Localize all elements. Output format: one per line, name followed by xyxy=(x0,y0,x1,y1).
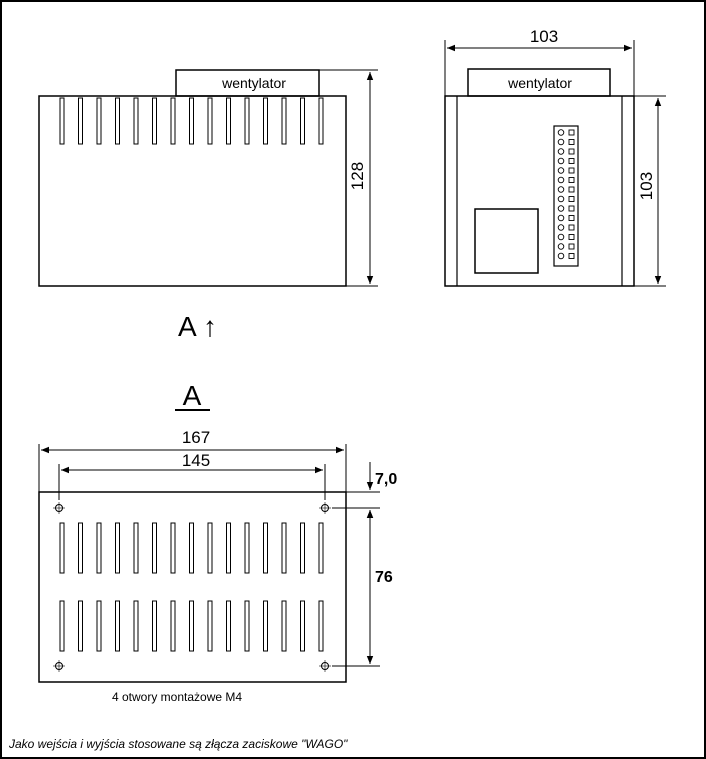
terminal-screw xyxy=(558,234,564,240)
vent-slot xyxy=(264,98,268,144)
vent-slot xyxy=(79,523,83,573)
bottom-view xyxy=(39,380,397,704)
vent-slot xyxy=(134,523,138,573)
vent-slot xyxy=(208,523,212,573)
vent-slot xyxy=(79,601,83,651)
vent-slot xyxy=(171,601,175,651)
bottom-view-vent-slots-top xyxy=(60,523,323,573)
footer-note: Jako wejścia i wyjścia stosowane są złącza zaciskowe "WAGO" xyxy=(9,737,348,751)
terminal-screw xyxy=(558,187,564,193)
vent-slot xyxy=(319,523,323,573)
vent-slot xyxy=(245,98,249,144)
bottom-view-vent-slots-bottom xyxy=(60,601,323,651)
vent-slot xyxy=(227,523,231,573)
terminal-screw xyxy=(558,244,564,250)
side-view-body xyxy=(39,96,346,286)
vent-slot xyxy=(245,523,249,573)
terminal-slot xyxy=(569,235,574,240)
terminal-screw xyxy=(558,139,564,145)
vent-slot xyxy=(227,601,231,651)
offset-dim: 7,0 xyxy=(375,471,398,488)
vent-slot xyxy=(60,98,64,144)
outer-width-dim: 167 xyxy=(181,428,211,447)
vent-slot xyxy=(116,98,120,144)
terminal-slot xyxy=(569,216,574,221)
view-marker-arrow: ↑ xyxy=(203,311,217,342)
vent-slot xyxy=(116,601,120,651)
terminal-slot xyxy=(569,140,574,145)
terminal-slot xyxy=(569,130,574,135)
vent-slot xyxy=(282,523,286,573)
front-view xyxy=(445,27,666,286)
vent-slot xyxy=(153,523,157,573)
vent-slot xyxy=(190,523,194,573)
vent-slot xyxy=(319,98,323,144)
terminal-slot xyxy=(569,178,574,183)
terminal-screw xyxy=(558,130,564,136)
vent-slot xyxy=(97,601,101,651)
terminal-slot xyxy=(569,149,574,154)
terminal-screw xyxy=(558,215,564,221)
mounting-holes xyxy=(53,502,331,672)
side-view-height-dim: 128 xyxy=(348,161,367,191)
terminal-slot xyxy=(569,225,574,230)
terminal-screw xyxy=(558,149,564,155)
section-label: A xyxy=(182,380,202,411)
vent-slot xyxy=(301,601,305,651)
terminal-screw xyxy=(558,196,564,202)
vent-slot xyxy=(301,523,305,573)
terminal-slot xyxy=(569,159,574,164)
terminal-screw xyxy=(558,225,564,231)
vent-slot xyxy=(190,98,194,144)
terminal-screw xyxy=(558,177,564,183)
front-view-width-dim: 103 xyxy=(529,27,559,46)
front-view-height-dim: 103 xyxy=(637,171,656,201)
vent-slot xyxy=(60,523,64,573)
wago-terminal-block xyxy=(554,126,578,266)
side-view-vent-slots xyxy=(60,98,323,144)
vent-slot xyxy=(264,523,268,573)
front-view-body xyxy=(445,96,634,286)
terminal-slot xyxy=(569,254,574,259)
vent-slot xyxy=(116,523,120,573)
mounting-holes-caption: 4 otwory montażowe M4 xyxy=(112,690,243,704)
terminal-slot xyxy=(569,168,574,173)
hole-vertical-dim: 76 xyxy=(375,569,393,586)
terminal-slot xyxy=(569,244,574,249)
vent-slot xyxy=(208,98,212,144)
vent-slot xyxy=(282,601,286,651)
view-marker-label: A xyxy=(178,311,197,342)
side-view xyxy=(39,70,378,342)
vent-slot xyxy=(282,98,286,144)
vent-slot xyxy=(97,98,101,144)
terminal-slot xyxy=(569,197,574,202)
front-view-fan-label: wentylator xyxy=(508,75,572,91)
vent-slot xyxy=(134,601,138,651)
vent-slot xyxy=(208,601,212,651)
vent-slot xyxy=(301,98,305,144)
vent-slot xyxy=(134,98,138,144)
terminal-slot xyxy=(569,187,574,192)
terminal-screw xyxy=(558,168,564,174)
vent-slot xyxy=(190,601,194,651)
vent-slot xyxy=(153,98,157,144)
terminal-screw xyxy=(558,253,564,259)
vent-slot xyxy=(97,523,101,573)
vent-slot xyxy=(171,98,175,144)
hole-spacing-dim: 145 xyxy=(181,451,211,470)
vent-slot xyxy=(171,523,175,573)
side-view-fan-label: wentylator xyxy=(222,75,286,91)
terminal-screw xyxy=(558,206,564,212)
vent-slot xyxy=(319,601,323,651)
bottom-view-body xyxy=(39,492,346,682)
vent-slot xyxy=(227,98,231,144)
terminal-screw xyxy=(558,158,564,164)
vent-slot xyxy=(264,601,268,651)
front-view-display-window xyxy=(475,209,538,273)
vent-slot xyxy=(245,601,249,651)
vent-slot xyxy=(60,601,64,651)
vent-slot xyxy=(153,601,157,651)
vent-slot xyxy=(79,98,83,144)
terminal-slot xyxy=(569,206,574,211)
